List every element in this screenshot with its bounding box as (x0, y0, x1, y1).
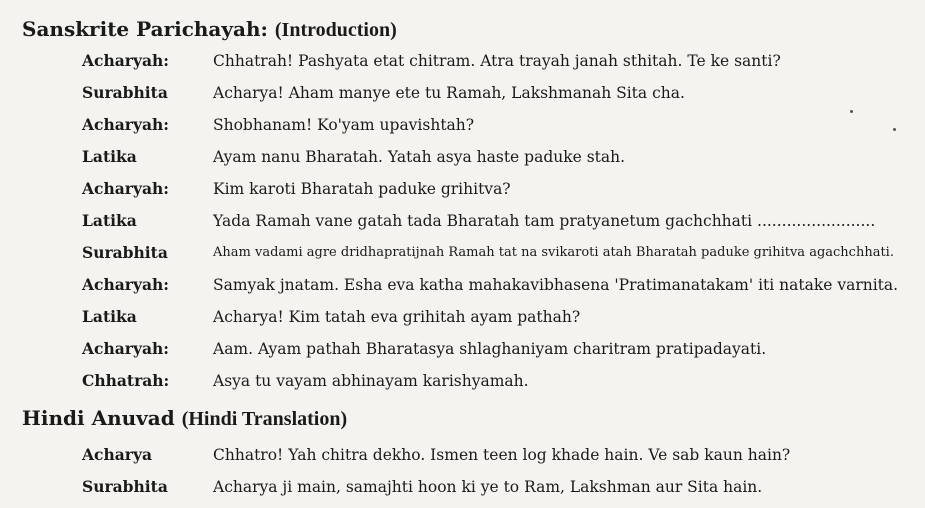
dialogue-row (0, 440, 925, 470)
section-heading-sanskrit-introduction (22, 17, 397, 42)
scan-speck (893, 128, 896, 131)
dialogue-row (0, 46, 925, 76)
speaker-name: Surabhita (82, 243, 168, 262)
dialogue-line: Acharya ji main, samajhti hoon ki ye to Ram, Lakshman aur Sita hain. (213, 478, 763, 496)
dialogue-row (0, 110, 925, 140)
speaker-name: Acharyah: (82, 115, 169, 134)
dialogue-line: Chhatrah! Pashyata etat chitram. Atra trayah janah sthitah. Te ke santi? (213, 52, 781, 70)
speaker-name: Latika (82, 147, 137, 166)
dialogue-row (0, 174, 925, 204)
dialogue-line: Acharya! Aham manye ete tu Ramah, Lakshmanah Sita cha. (213, 84, 685, 102)
dialogue-line: Acharya! Kim tatah eva grihitah ayam pathah? (213, 308, 581, 326)
scan-speck (850, 110, 853, 113)
speaker-name: Acharya (82, 445, 152, 464)
dialogue-row (0, 302, 925, 332)
speaker-name: Acharyah: (82, 51, 169, 70)
dialogue-line: Ayam nanu Bharatah. Yatah asya haste paduke stah. (213, 148, 626, 166)
dialogue-line: Shobhanam! Ko'yam upavishtah? (213, 116, 475, 134)
heading-english-text: (Hindi Translation) (181, 408, 348, 430)
dialogue-row (0, 472, 925, 502)
speaker-name: Latika (82, 307, 137, 326)
heading-text: Sanskrite Parichayah: (22, 17, 275, 41)
dialogue-row (0, 366, 925, 396)
speaker-name: Surabhita (82, 83, 168, 102)
dialogue-line: Chhatro! Yah chitra dekho. Ismen teen log khade hain. Ve sab kaun hain? (213, 446, 791, 464)
dialogue-line: Kim karoti Bharatah paduke grihitva? (213, 180, 511, 198)
speaker-name: Acharyah: (82, 275, 169, 294)
dialogue-line: Aham vadami agre dridhapratijnah Ramah tat na svikaroti atah Bharatah paduke grihitva agachchhati. (213, 245, 894, 260)
dialogue-line: Yada Ramah vane gatah tada Bharatah tam pratyanetum gachchhati ........................ (213, 212, 876, 230)
dialogue-row (0, 270, 925, 300)
dialogue-row (0, 238, 925, 268)
dialogue-row (0, 334, 925, 364)
heading-english-text: (Introduction) (274, 19, 397, 41)
speaker-name: Chhatrah: (82, 371, 170, 390)
speaker-name: Acharyah: (82, 339, 169, 358)
speaker-name: Latika (82, 211, 137, 230)
dialogue-line: Aam. Ayam pathah Bharatasya shlaghaniyam charitram pratipadayati. (213, 340, 767, 358)
section-heading-hindi-translation (22, 406, 347, 431)
dialogue-line: Samyak jnatam. Esha eva katha mahakavibhasena 'Pratimanatakam' iti natake varnita. (213, 276, 899, 294)
speaker-name: Acharyah: (82, 179, 169, 198)
dialogue-line: Asya tu vayam abhinayam karishyamah. (213, 372, 529, 390)
speaker-name: Surabhita (82, 477, 168, 496)
dialogue-row (0, 206, 925, 236)
heading-text: Hindi Anuvad (22, 406, 182, 430)
dialogue-row (0, 78, 925, 108)
dialogue-row (0, 142, 925, 172)
